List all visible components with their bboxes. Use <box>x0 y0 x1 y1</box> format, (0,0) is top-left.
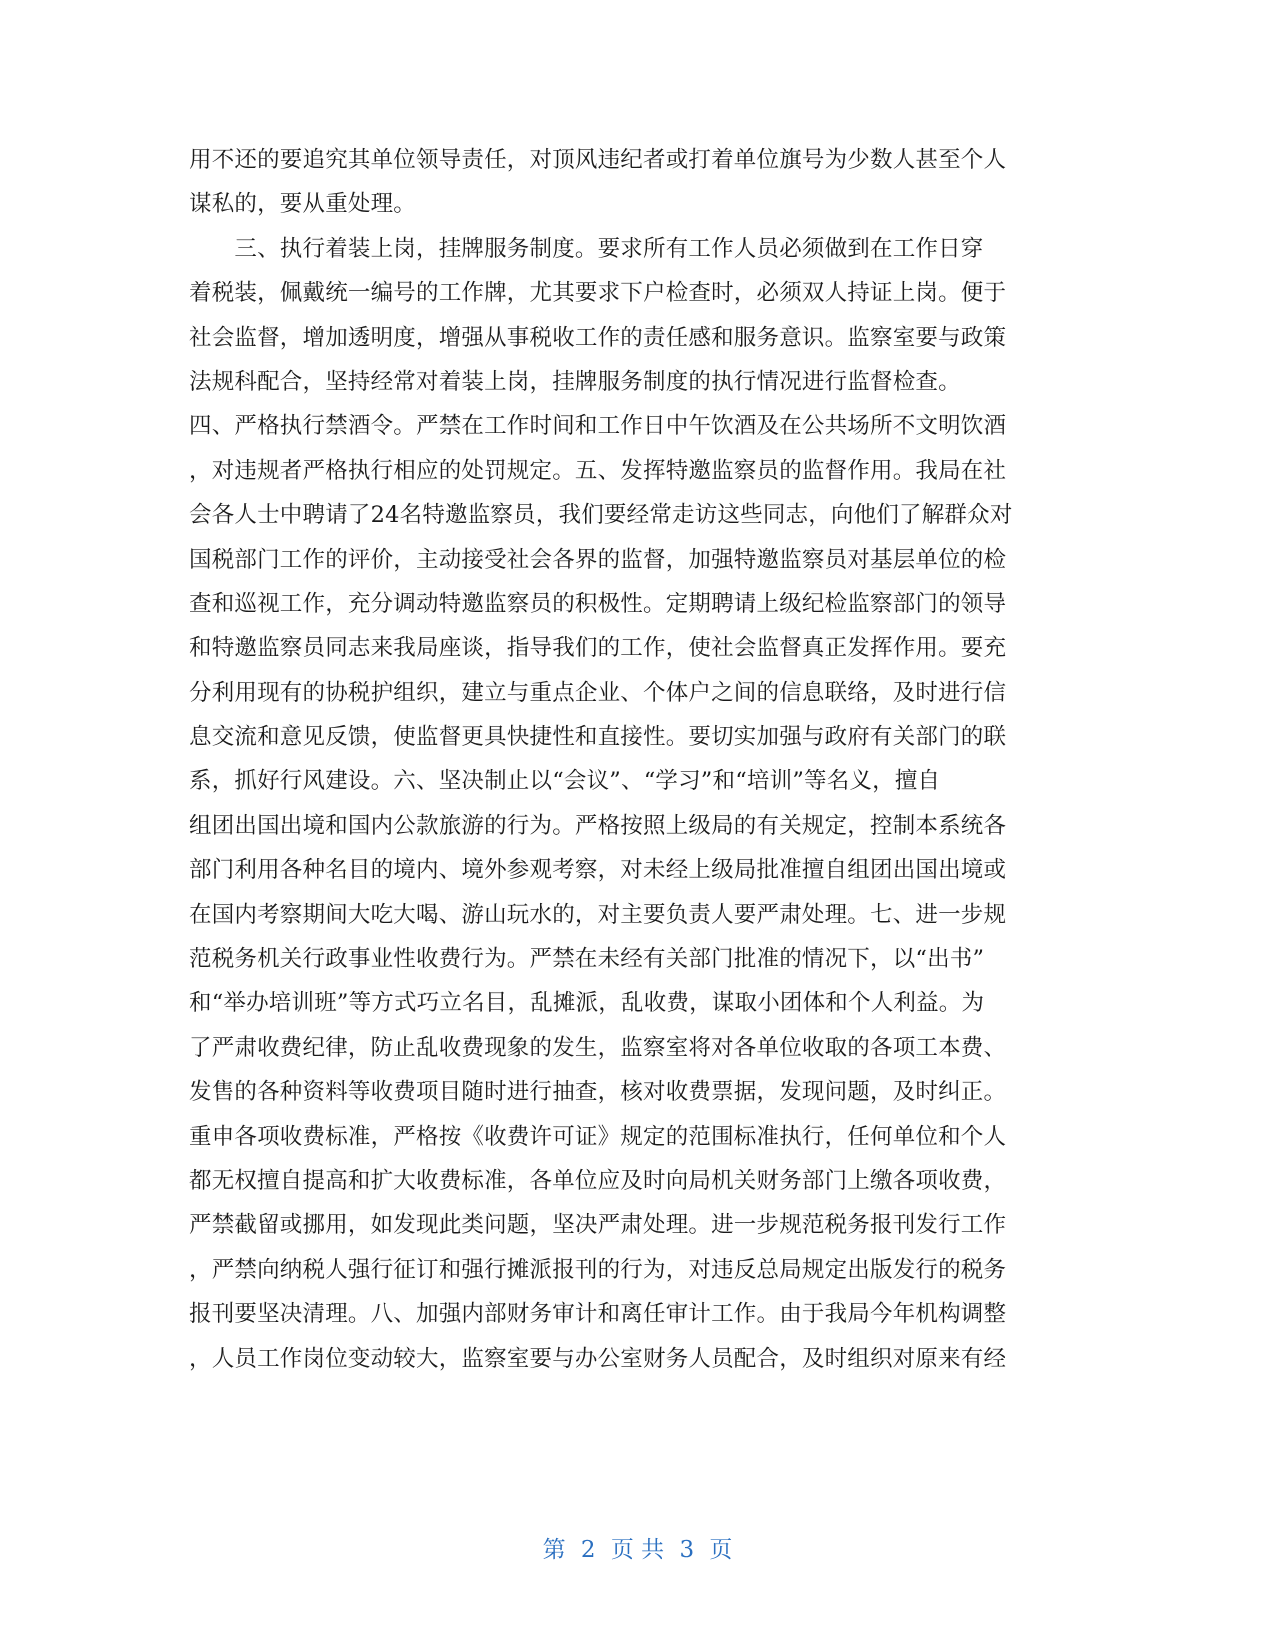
text-line: 和“举办培训班”等方式巧立名目，乱摊派，乱收费，谋取小团体和个人利益。为 <box>189 990 985 1017</box>
footer-middle: 页 共 <box>610 1537 665 1563</box>
footer-suffix: 页 <box>709 1537 733 1563</box>
text-line: 分利用现有的协税护组织，建立与重点企业、个体户之间的信息联络，及时进行信 <box>189 679 1007 706</box>
text-line: 系，抓好行风建设。六、坚决制止以“会议”、“学习”和“培训”等名义，擅自 <box>189 768 941 795</box>
text-line: 国税部门工作的评价，主动接受社会各界的监督，加强特邀监察员对基层单位的检 <box>189 546 1007 573</box>
text-line: 社会监督，增加透明度，增强从事税收工作的责任感和服务意识。监察室要与政策 <box>189 324 1007 351</box>
text-line: 和特邀监察员同志来我局座谈，指导我们的工作，使社会监督真正发挥作用。要充 <box>189 635 1007 662</box>
text-line: 重申各项收费标准，严格按《收费许可证》规定的范围标准执行，任何单位和个人 <box>189 1123 1007 1150</box>
footer-prefix: 第 <box>542 1537 566 1563</box>
text-line: 发售的各种资料等收费项目随时进行抽查，核对收费票据，发现问题，及时纠正。 <box>189 1079 1007 1106</box>
document-body <box>189 146 1087 1389</box>
text-line: 三、执行着装上岗，挂牌服务制度。要求所有工作人员必须做到在工作日穿 <box>189 235 984 262</box>
text-line: 法规科配合，坚持经常对着装上岗，挂牌服务制度的执行情况进行监督检查。 <box>189 368 961 395</box>
text-line: 严禁截留或挪用，如发现此类问题，坚决严肃处理。进一步规范税务报刊发行工作 <box>189 1212 1007 1239</box>
text-line: 部门利用各种名目的境内、境外参观考察，对未经上级局批准擅自组团出国出境或 <box>189 857 1007 884</box>
text-line: ，人员工作岗位变动较大，监察室要与办公室财务人员配合，及时组织对原来有经 <box>189 1345 1007 1372</box>
text-line: 查和巡视工作，充分调动特邀监察员的积极性。定期聘请上级纪检监察部门的领导 <box>189 590 1007 617</box>
text-line: 着税装，佩戴统一编号的工作牌，尤其要求下户检查时，必须双人持证上岗。便于 <box>189 280 1007 307</box>
total-page-number: 3 <box>679 1537 695 1563</box>
current-page-number: 2 <box>580 1537 596 1563</box>
text-line: 在国内考察期间大吃大喝、游山玩水的，对主要负责人要严肃处理。七、进一步规 <box>189 901 1007 928</box>
text-line: ，对违规者严格执行相应的处罚规定。五、发挥特邀监察员的监督作用。我局在社 <box>189 457 1007 484</box>
text-line: 报刊要坚决清理。八、加强内部财务审计和离任审计工作。由于我局今年机构调整 <box>189 1301 1007 1328</box>
text-line: 四、严格执行禁酒令。严禁在工作时间和工作日中午饮酒及在公共场所不文明饮酒 <box>189 413 1007 440</box>
text-line: 都无权擅自提高和扩大收费标准，各单位应及时向局机关财务部门上缴各项收费， <box>189 1167 1007 1194</box>
text-line: ，严禁向纳税人强行征订和强行摊派报刊的行为，对违反总局规定出版发行的税务 <box>189 1256 1007 1283</box>
text-line: 息交流和意见反馈，使监督更具快捷性和直接性。要切实加强与政府有关部门的联 <box>189 724 1007 751</box>
text-line: 范税务机关行政事业性收费行为。严禁在未经有关部门批准的情况下，以“出书” <box>189 946 985 973</box>
text-line: 谋私的，要从重处理。 <box>189 191 417 218</box>
text-line: 用不还的要追究其单位领导责任，对顶风违纪者或打着单位旗号为少数人甚至个人 <box>189 147 1007 173</box>
text-line: 组团出国出境和国内公款旅游的行为。严格按照上级局的有关规定，控制本系统各 <box>189 812 1007 839</box>
text-line: 了严肃收费纪律，防止乱收费现象的发生，监察室将对各单位收取的各项工本费、 <box>189 1034 1007 1061</box>
page-footer <box>0 1535 1275 1565</box>
text-line: 会各人士中聘请了24名特邀监察员，我们要经常走访这些同志，向他们了解群众对 <box>189 502 1013 529</box>
